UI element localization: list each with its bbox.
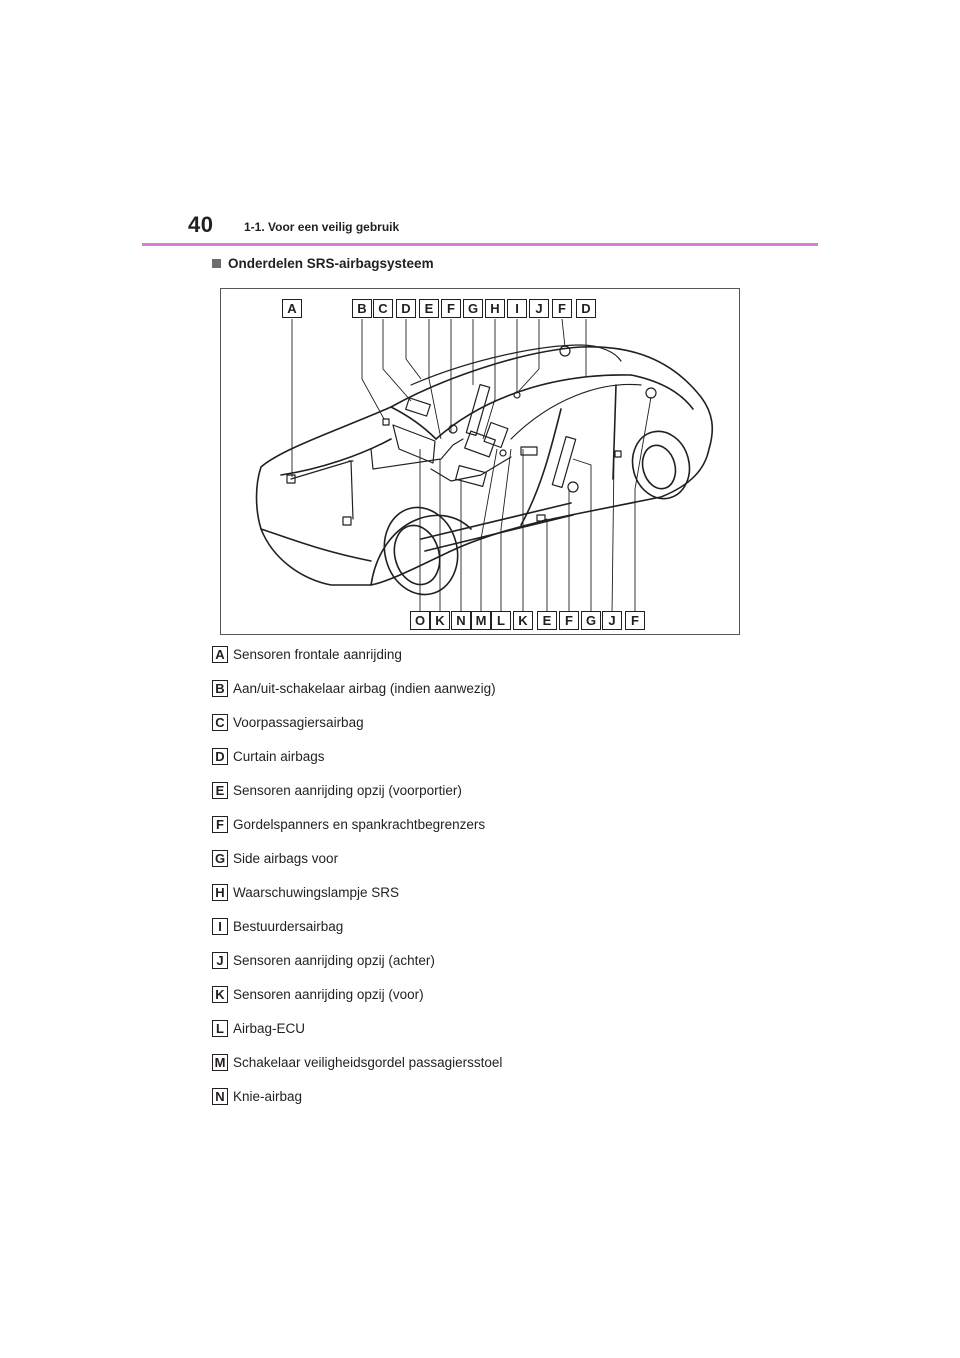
section-heading (212, 256, 434, 271)
legend-key: J (212, 952, 228, 969)
legend-text: Sensoren aanrijding opzij (voor) (233, 987, 424, 1002)
legend-key: A (212, 646, 228, 663)
legend-text: Bestuurdersairbag (233, 919, 344, 934)
callout-top: I (507, 299, 527, 318)
legend-key: N (212, 1088, 228, 1105)
callout-top: F (552, 299, 572, 318)
callout-top: C (373, 299, 393, 318)
callout-top: B (352, 299, 372, 318)
legend-key: M (212, 1054, 228, 1071)
car-illustration (221, 289, 741, 636)
header-divider (142, 243, 818, 246)
callout-bottom: O (410, 611, 430, 630)
legend-key: C (212, 714, 228, 731)
legend-key: F (212, 816, 228, 833)
chapter-title: 1-1. Voor een veilig gebruik (244, 220, 400, 234)
callout-bottom: L (491, 611, 511, 630)
page-number: 40 (188, 212, 214, 237)
legend-key: D (212, 748, 228, 765)
legend-text: Gordelspanners en spankrachtbegrenzers (233, 817, 486, 832)
legend-key: E (212, 782, 228, 799)
callout-top: D (396, 299, 416, 318)
legend-text: Knie-airbag (233, 1089, 303, 1104)
srs-airbag-diagram (220, 288, 740, 635)
legend-text: Sensoren frontale aanrijding (233, 647, 402, 662)
legend-text: Voorpassagiersairbag (233, 715, 364, 730)
callout-top: G (463, 299, 483, 318)
callout-bottom: K (430, 611, 450, 630)
legend-key: B (212, 680, 228, 697)
legend-text: Side airbags voor (233, 851, 339, 866)
legend-text: Airbag-ECU (233, 1021, 306, 1036)
callout-bottom: F (625, 611, 645, 630)
callout-bottom: E (537, 611, 557, 630)
section-title-text: Onderdelen SRS-airbagsysteem (228, 256, 434, 271)
legend-text: Curtain airbags (233, 749, 325, 764)
callout-bottom: F (559, 611, 579, 630)
legend-text: Sensoren aanrijding opzij (voorportier) (233, 783, 462, 798)
legend-key: G (212, 850, 228, 867)
callout-bottom: N (451, 611, 471, 630)
callout-top: E (419, 299, 439, 318)
legend-key: I (212, 918, 228, 935)
callout-top: H (485, 299, 505, 318)
callout-top: F (441, 299, 461, 318)
callout-bottom: G (581, 611, 601, 630)
legend-key: K (212, 986, 228, 1003)
callout-bottom: K (513, 611, 533, 630)
callout-top: A (282, 299, 302, 318)
callout-top: J (529, 299, 549, 318)
callout-top: D (576, 299, 596, 318)
callout-bottom: J (602, 611, 622, 630)
legend-key: H (212, 884, 228, 901)
legend-text: Sensoren aanrijding opzij (achter) (233, 953, 435, 968)
legend-text: Aan/uit-schakelaar airbag (indien aanwezig) (233, 681, 496, 696)
callout-bottom: M (471, 611, 491, 630)
legend-text: Waarschuwingslampje SRS (233, 885, 400, 900)
square-bullet-icon (212, 259, 221, 268)
legend-key: L (212, 1020, 228, 1037)
legend-text: Schakelaar veiligheidsgordel passagiersstoel (233, 1055, 503, 1070)
